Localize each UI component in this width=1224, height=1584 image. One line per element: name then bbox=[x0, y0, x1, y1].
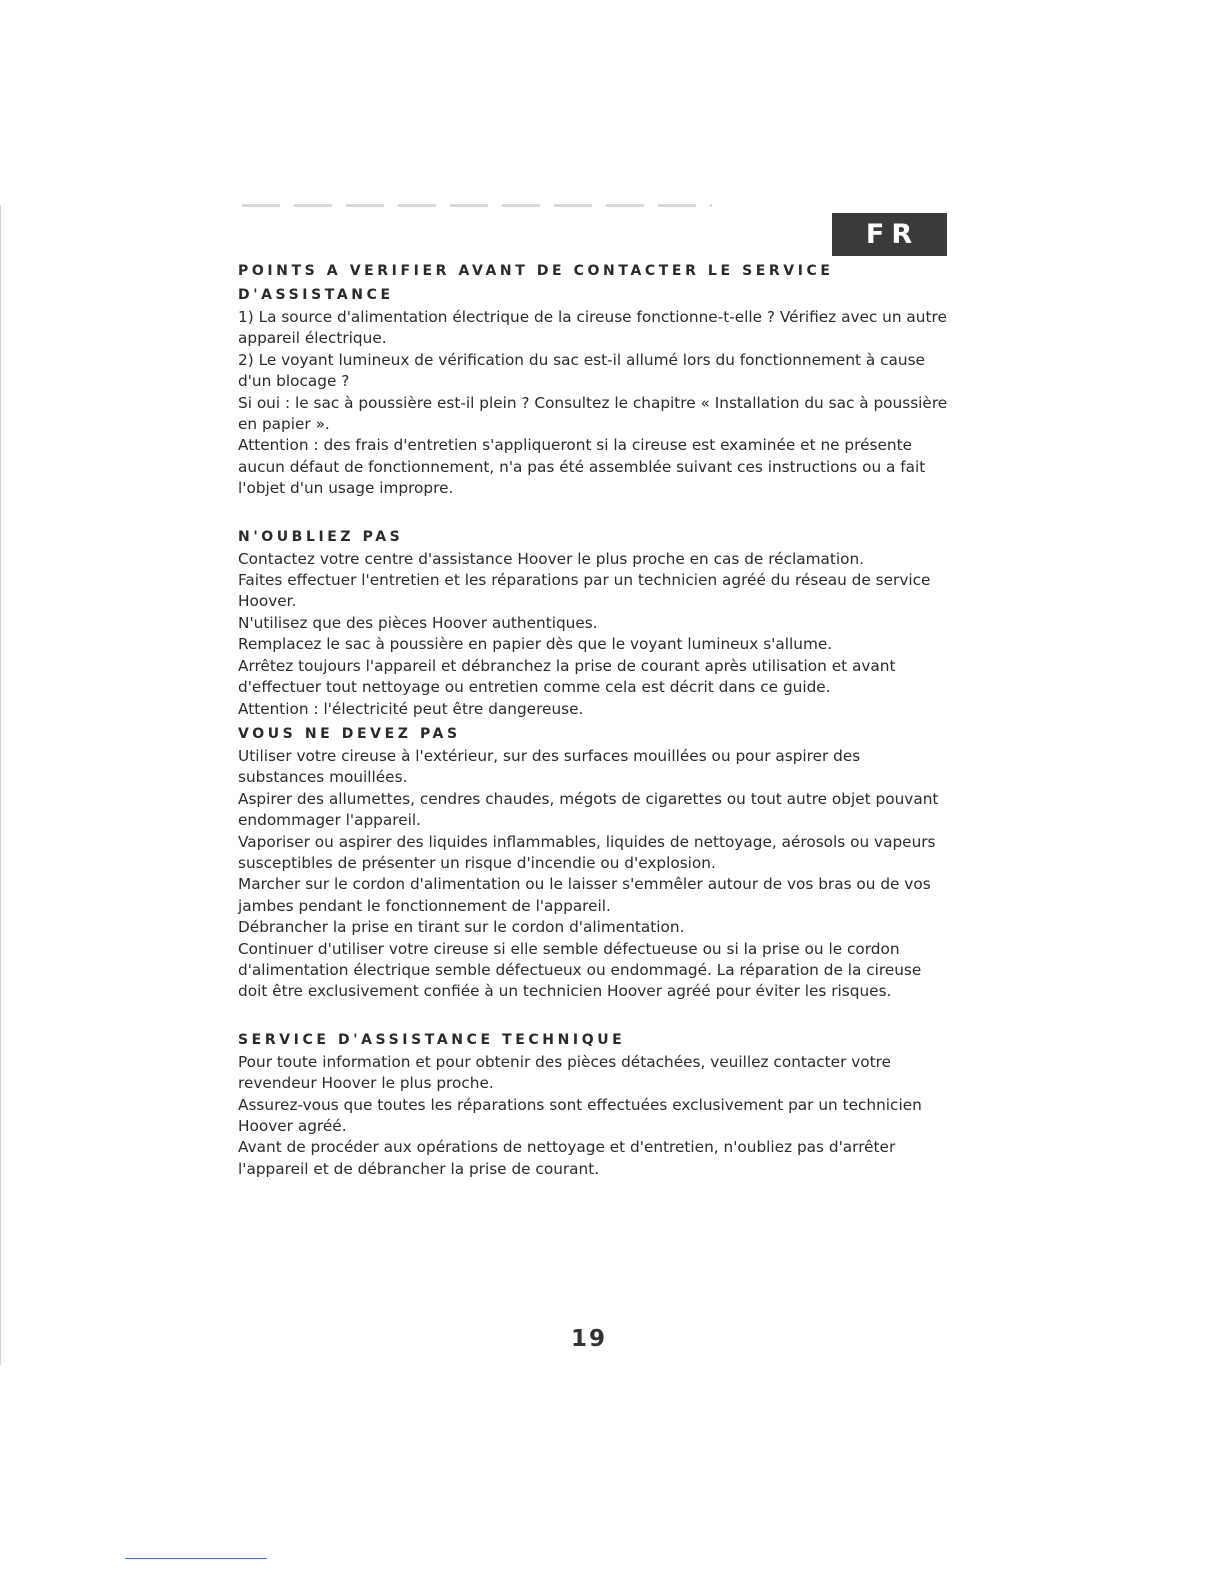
paragraph: Marcher sur le cordon d'alimentation ou le laisser s'emmêler autour de vos bras ou de vos jambes pendant le fonctionnement de l'appareil. bbox=[238, 875, 931, 915]
paragraph: Attention : des frais d'entretien s'appliqueront si la cireuse est examinée et ne présente aucun défaut de fonctionnement, n'a pas été assemblée suivant ces instructions ou a fait l'objet d'un usage impropre. bbox=[238, 436, 926, 498]
section-title: N'OUBLIEZ PAS bbox=[238, 528, 404, 545]
paragraph: N'utilisez que des pièces Hoover authentiques. bbox=[238, 613, 598, 632]
paragraph: Aspirer des allumettes, cendres chaudes, mégots de cigarettes ou tout autre objet pouvant endommager l'appareil. bbox=[238, 789, 939, 830]
section-must-not bbox=[238, 722, 950, 1003]
paragraph: Arrêtez toujours l'appareil et débranchez la prise de courant après utilisation et avant d'effectuer tout nettoyage ou entretien comme cela est décrit dans ce guide. bbox=[238, 656, 896, 697]
paragraph: Avant de procéder aux opérations de nettoyage et d'entretien, n'oubliez pas d'arrêter l'appareil et de débrancher la prise de courant. bbox=[238, 1138, 896, 1178]
paragraph: Si oui : le sac à poussière est-il plein ? Consultez le chapitre « Installation du sac à poussière en papier ». bbox=[238, 393, 948, 434]
paragraph: Faites effectuer l'entretien et les réparations par un technicien agréé du réseau de service Hoover. bbox=[238, 571, 931, 611]
language-badge: FR bbox=[832, 213, 947, 256]
footer-link-underline bbox=[125, 1558, 267, 1559]
section-title: POINTS A VERIFIER AVANT DE CONTACTER LE SERVICE D'ASSISTANCE bbox=[238, 263, 834, 303]
faded-header-text bbox=[242, 204, 712, 207]
paragraph: 2) Le voyant lumineux de vérification du sac est-il allumé lors du fonctionnement à cause d'un blocage ? bbox=[238, 350, 925, 391]
document-content bbox=[238, 259, 950, 1180]
paragraph: Continuer d'utiliser votre cireuse si elle semble défectueuse ou si la prise ou le cordon d'alimentation électrique semble défectueux ou endommagé. La réparation de la cireuse doit être exclusivement confiée à un technicien Hoover agréé pour éviter les risques. bbox=[238, 939, 922, 1001]
paragraph: Attention : l'électricité peut être dangereuse. bbox=[238, 699, 584, 718]
section-technical-service bbox=[238, 1028, 950, 1180]
paragraph: Remplacez le sac à poussière en papier dès que le voyant lumineux s'allume. bbox=[238, 635, 833, 654]
section-remember bbox=[238, 525, 950, 720]
paragraph: Assurez-vous que toutes les réparations sont effectuées exclusivement par un technicien Hoover agréé. bbox=[238, 1095, 922, 1135]
section-title: SERVICE D'ASSISTANCE TECHNIQUE bbox=[238, 1031, 626, 1048]
paragraph: Débrancher la prise en tirant sur le cordon d'alimentation. bbox=[238, 918, 685, 937]
paragraph: Vaporiser ou aspirer des liquides inflammables, liquides de nettoyage, aérosols ou vapeurs susceptibles de présenter un risque d'incendie ou d'explosion. bbox=[238, 832, 936, 872]
section-check-before-contacting bbox=[238, 259, 950, 500]
paragraph: Contactez votre centre d'assistance Hoover le plus proche en cas de réclamation. bbox=[238, 549, 865, 568]
paragraph: Utiliser votre cireuse à l'extérieur, sur des surfaces mouillées ou pour aspirer des substances mouillées. bbox=[238, 746, 861, 787]
scan-edge-line bbox=[0, 205, 1, 1365]
paragraph: 1) La source d'alimentation électrique de la cireuse fonctionne-t-elle ? Vérifiez avec un autre appareil électrique. bbox=[238, 308, 947, 348]
page-number: 19 bbox=[571, 1326, 608, 1352]
paragraph: Pour toute information et pour obtenir des pièces détachées, veuillez contacter votre revendeur Hoover le plus proche. bbox=[238, 1052, 892, 1093]
section-title: VOUS NE DEVEZ PAS bbox=[238, 725, 461, 742]
